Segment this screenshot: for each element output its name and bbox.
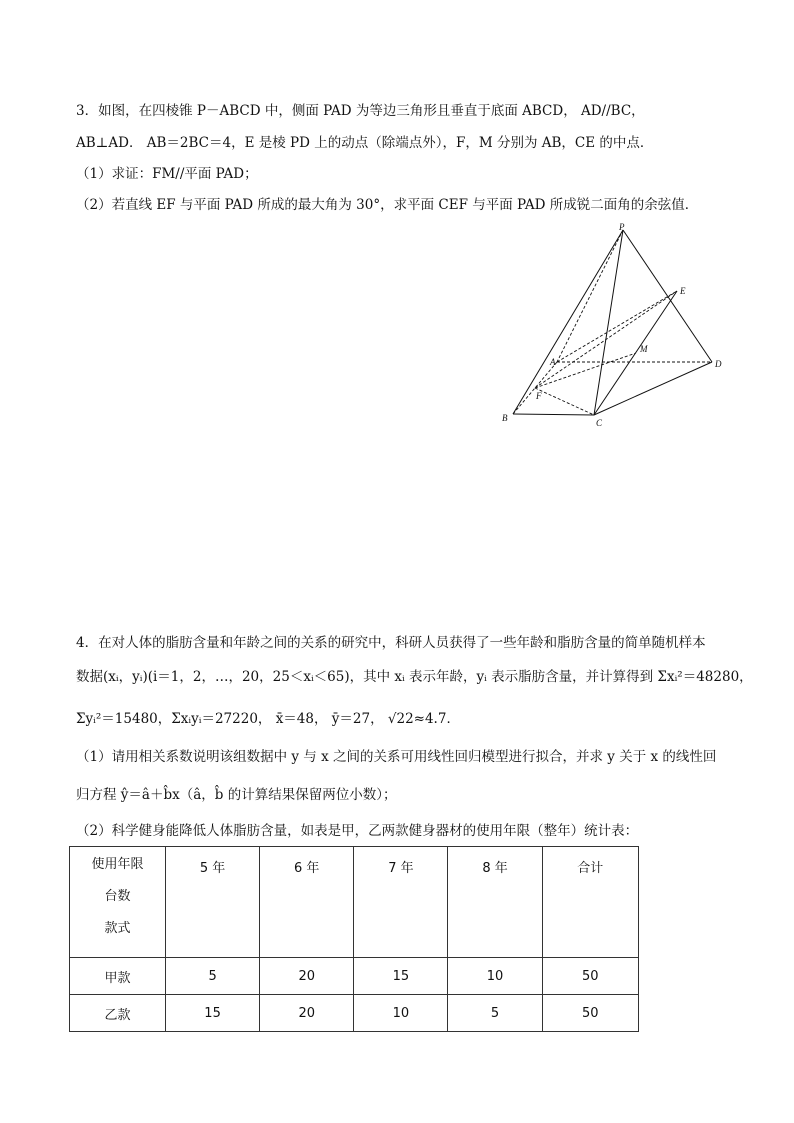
problem4-line2: 数据(xᵢ，yᵢ)(i＝1，2，…，20，25＜xᵢ＜65)，其中 xᵢ 表示年龄，yᵢ 表示脂肪含量，并计算得到 Σxᵢ²＝48280， (76, 669, 753, 685)
problem3-line1: 3．如图，在四棱锥 P－ABCD 中，侧面 PAD 为等边三角形且垂直于底面 ABCD， AD//BC， (76, 103, 645, 119)
table-cell: 20 (260, 958, 354, 995)
table-corner-cell (70, 847, 166, 958)
label-F: F (536, 391, 542, 401)
table-header: 5 年 (166, 847, 260, 958)
edge-BC (513, 414, 594, 415)
table-cell: 50 (542, 958, 638, 995)
problem3-line2: AB⊥AD． AB＝2BC＝4，E 是棱 PD 上的动点（除端点外），F，M 分别为 AB，CE 的中点． (76, 135, 654, 151)
label-A: A (550, 357, 556, 367)
label-D: D (715, 359, 722, 369)
label-P: P (619, 222, 625, 232)
table-row (70, 995, 639, 1032)
label-E: E (680, 286, 686, 296)
table-cell: 10 (448, 958, 542, 995)
table-header: 7 年 (354, 847, 448, 958)
problem4-part2: （2）科学健身能降低人体脂肪含量，如表是甲，乙两款健身器材的使用年限（整年）统计表： (76, 823, 639, 839)
table-header-row (70, 847, 639, 958)
segment-FE (535, 291, 677, 388)
problem4-part1a: （1）请用相关系数说明该组数据中 y 与 x 之间的关系可用线性回归模型进行拟合，并求 y 关于 x 的线性回 (76, 749, 717, 765)
row-label: 甲款 (70, 958, 166, 995)
edge-PD (623, 230, 712, 362)
table-header: 6 年 (260, 847, 354, 958)
segment-FC (535, 388, 594, 415)
row-label: 乙款 (70, 995, 166, 1032)
table-cell: 15 (354, 958, 448, 995)
corner-label-model: 款式 (104, 921, 131, 936)
label-B: B (502, 413, 508, 423)
table-header: 8 年 (448, 847, 542, 958)
problem4-part1b: 归方程 ŷ＝â＋b̂x（â，b̂ 的计算结果保留两位小数）； (76, 787, 397, 803)
corner-label-years: 使用年限 (91, 857, 144, 872)
corner-label-count: 台数 (104, 889, 131, 904)
problem4-line1: 4．在对人体的脂肪含量和年龄之间的关系的研究中，科研人员获得了一些年龄和脂肪含量的简单随机样本 (76, 635, 706, 651)
usage-years-table (69, 846, 639, 1032)
label-C: C (596, 418, 603, 428)
table-header: 合计 (542, 847, 638, 958)
edge-PC (594, 230, 623, 415)
table-cell: 10 (354, 995, 448, 1032)
table-cell: 50 (542, 995, 638, 1032)
table-cell: 20 (260, 995, 354, 1032)
problem4-line3: Σyᵢ²＝15480，Σxᵢyᵢ＝27220， x̄＝48， ȳ＝27， √22≈4.7． (76, 711, 460, 727)
table-cell: 5 (448, 995, 542, 1032)
table-cell: 5 (166, 958, 260, 995)
edge-PB (513, 230, 623, 414)
label-M: M (640, 344, 648, 354)
problem3-part2: （2）若直线 EF 与平面 PAD 所成的最大角为 30°，求平面 CEF 与平面 PAD 所成锐二面角的余弦值． (76, 197, 699, 213)
table-cell: 15 (166, 995, 260, 1032)
problem3-part1: （1）求证：FM//平面 PAD； (76, 166, 258, 182)
pyramid-figure (490, 222, 730, 432)
table-row (70, 958, 639, 995)
